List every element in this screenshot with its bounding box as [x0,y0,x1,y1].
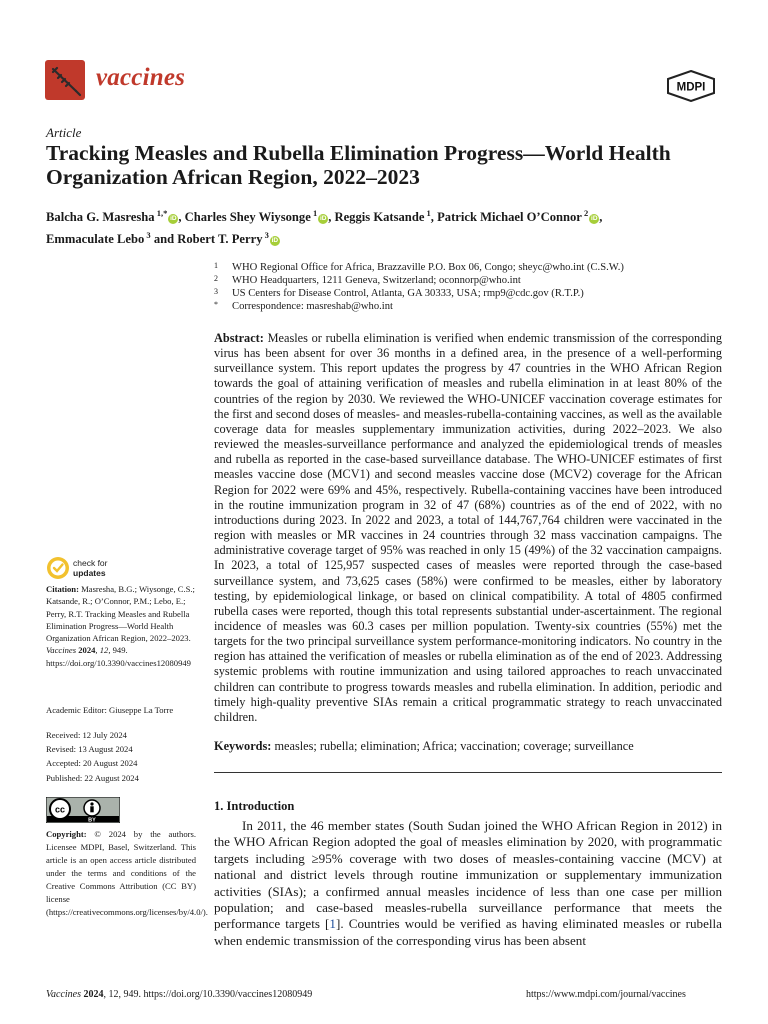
journal-name: vaccines [96,64,186,91]
author-affiliation-marker: 1 [310,208,318,218]
abstract-text: Measles or rubella elimination is verified when endemic transmission of the corresponding virus has been absent for over 36 months in a defined area, in the presence of a well-performing surveillance system. This report updates the progress by 47 countries in the WHO African Region towards the goal of attaining verification of measles and rubella elimination in at least 80% of the countries of the region by 2030. We reviewed the WHO-UNICEF vaccination coverage estimates for the first and second doses of measles- and measles-rubella-containing vaccines, as well as the available coverage data for measles supplementary immunization activities, during 2022–2023. We also reviewed the measles-surveillance performance and analyzed the epidemiological trends of measles and rubella as reported in the case-based surveillance database. The WHO-UNICEF estimates of first measles vaccine dose (MCV1) and second measles vaccine dose (MCV2) coverage for the African Region for 2022 were 69% and 45%, respectively. Rubella-containing vaccines have been introduced in the routine immunization program in 32 of 47 (68%) countries as of the end of 2022, with no introductions during 2023. In 2022 and 2023, a total of 144,767,764 children were vaccinated in the region with measles or MR vaccines in 24 countries through 32 mass vaccination campaigns. The administrative coverage target of 95% was reached in only 15 (49%) of the 32 vaccination campaigns. In 2023, a total of 125,957 suspected cases of measles were reported through the case-based surveillance system, and 73,625 cases (58%) were confirmed to be measles, either by laboratory testing, by epidemiological linkage, or based on clinical compatibility. A total of 4805 confirmed rubella cases were reported, though this total represents substantial under-ascertainment. The regional incidence of measles was 60.3 cases per million population. Twenty-six countries (55%) met the targets for the two principal surveillance system performance-monitoring indicators. No country in the region has attained the verification of measles or rubella elimination as of the end of 2023. Addressing systemic problems with routine immunization and using tailored approaches to reach unvaccinated children can contribute to progress towards measles and rubella elimination. In addition, periodic and timely high-quality preventive SIAs remain a critical programmatic strategy to reach unvaccinated children. [214,331,722,724]
citation-year: 2024 [78,645,96,656]
abstract-label: Abstract: [214,331,264,345]
orcid-icon[interactable]: iD [591,215,598,223]
copyright-text: © 2024 by the authors. Licensee MDPI, Basel, Switzerland. This article is an open access article distributed under the terms and conditions of the Creative Commons Attribution (CC BY) license (https://creativecommons.org/licenses/by/4.0/). [46,829,208,917]
footer-journal: Vaccines [46,989,81,1000]
citation-text-1: Masresha, B.G.; Wiysonge, C.S.; Katsande, R.; O’Connor, P.M.; Lebo, E.; Perry, R.T. Tracking Measles and Rubella Elimination Progress—World Health Organization African Region, 2022–2023. [46,584,195,644]
intro-text-1: In 2011, the 46 member states (South Sudan joined the WHO African Region in 2012) in the WHO African Region adopted the goal of measles elimination by 2020, with programmatic targets including ≥95% coverage with two doses of measles-containing vaccine (MCV) at national and district levels through routine immunization or supplementary immunization activities (SIAs); a confirmed annual measles incidence of less than one case per million population; and case-based measles-rubella surveillance performance that meets the performance targets [ [214,818,722,932]
check-updates-line-1: check for [73,558,108,568]
date-published: Published: 22 August 2024 [46,772,139,783]
article-type: Article [46,125,82,140]
orcid-icon[interactable]: iD [319,215,327,223]
author-name: Emmaculate Lebo [46,231,145,246]
author-name: Balcha G. Masresha [46,210,155,225]
cc-badge-text: cc [54,804,66,815]
author-name: Charles Shey Wiysonge [184,210,311,225]
cc-by-license-icon[interactable] [46,797,120,823]
mdpi-logo-text: MDPI [676,81,706,94]
article-title: Tracking Measles and Rubella Elimination Progress—World Health Organization African Region, 2022–2023 [46,141,671,189]
copyright-notice [46,828,208,919]
by-badge-text: BY [88,817,96,823]
date-revised: Revised: 13 August 2024 [46,744,133,755]
affiliations [214,261,734,313]
section-heading-introduction: 1. Introduction [214,799,295,813]
author-affiliation-marker: 3 [262,229,269,240]
author-affiliation-marker: 1 [424,208,431,218]
affiliation-number: 3 [214,287,218,296]
citation-link-1[interactable]: 1 [329,916,336,932]
abstract [214,331,722,725]
author-name: Patrick Michael O’Connor [437,210,582,225]
keywords-text: measles; rubella; elimination; Africa; vaccination; coverage; surveillance [274,739,634,753]
publication-dates [46,728,201,785]
citation-block: Citation: Masresha, B.G.; Wiysonge, C.S.; Katsande, R.; O’Connor, P.M.; Lebo, E.; Perry, R.T. Tracking Measles and Rubella Elimination Progress—World Health Organization African Region, 2022–2023. Vaccines 2024, 12, 949. https://doi.org/10.3390/vaccines12080949 [46,584,195,668]
affiliation-number: * [214,300,218,309]
author-affiliation-marker: 3 [144,229,151,240]
keywords-label: Keywords: [214,739,272,753]
citation-volume: 12 [99,645,109,656]
footer-journal-url[interactable]: https://www.mdpi.com/journal/vaccines [526,989,686,1000]
affiliation-text: US Centers for Disease Control, Atlanta, GA 30333, USA; rmp9@cdc.gov (R.T.P.) [232,288,584,299]
affiliation-item [214,287,734,300]
author-affiliation-marker: 1,* [154,208,168,218]
author-name: Robert T. Perry [177,231,263,246]
section-divider [214,772,722,773]
affiliation-number: 2 [214,274,218,283]
affiliation-text: WHO Regional Office for Africa, Brazzaville P.O. Box 06, Congo; sheyc@who.int (C.S.W.) [232,262,624,273]
affiliation-text: WHO Headquarters, 1211 Geneva, Switzerland; oconnorp@who.int [232,275,521,286]
intro-text-2: ]. Countries would be verified as having eliminated measles or rubella when endemic transmission of the corresponding virus has been absent [214,916,722,948]
orcid-icon[interactable]: iD [271,236,279,244]
check-for-updates-badge[interactable] [46,555,136,581]
author-affiliation-marker: 2 [581,208,589,218]
citation-text-2[interactable]: , 949. https://doi.org/10.3390/vaccines12080949 [46,645,191,668]
author-list: Balcha G. Masresha $^{1,*}$iD , Charles Shey Wiysonge $^1$iD , Reggis Katsande $^1$, Patrick Michael O’Connor $^2$iD , Emmaculate Lebo $^3$ and Robert T. Perry $^3$iD [46,208,603,246]
footer-year: 2024 [83,989,104,1000]
date-received: Received: 12 July 2024 [46,730,127,740]
citation-journal: Vaccines [46,645,77,656]
footer-doi[interactable]: , 12, 949. https://doi.org/10.3390/vaccines12080949 [103,989,313,1000]
author-name: Reggis Katsande [334,210,425,225]
introduction-paragraph [214,818,722,949]
check-updates-line-2: updates [73,568,106,578]
keywords [214,739,722,754]
orcid-icon[interactable]: iD [170,215,177,223]
mdpi-logo-icon [665,70,717,102]
vaccines-logo-icon [45,60,85,100]
date-accepted: Accepted: 20 August 2024 [46,758,138,769]
affiliation-number: 1 [214,261,218,270]
affiliation-item [214,300,734,313]
academic-editor: Academic Editor: Giuseppe La Torre [46,705,174,715]
citation-label: Citation: [46,584,79,594]
affiliation-text: Correspondence: masreshab@who.int [232,301,393,312]
copyright-label: Copyright: [46,829,87,839]
affiliation-item [214,261,734,274]
footer-citation [46,989,312,1000]
affiliation-item [214,274,734,287]
